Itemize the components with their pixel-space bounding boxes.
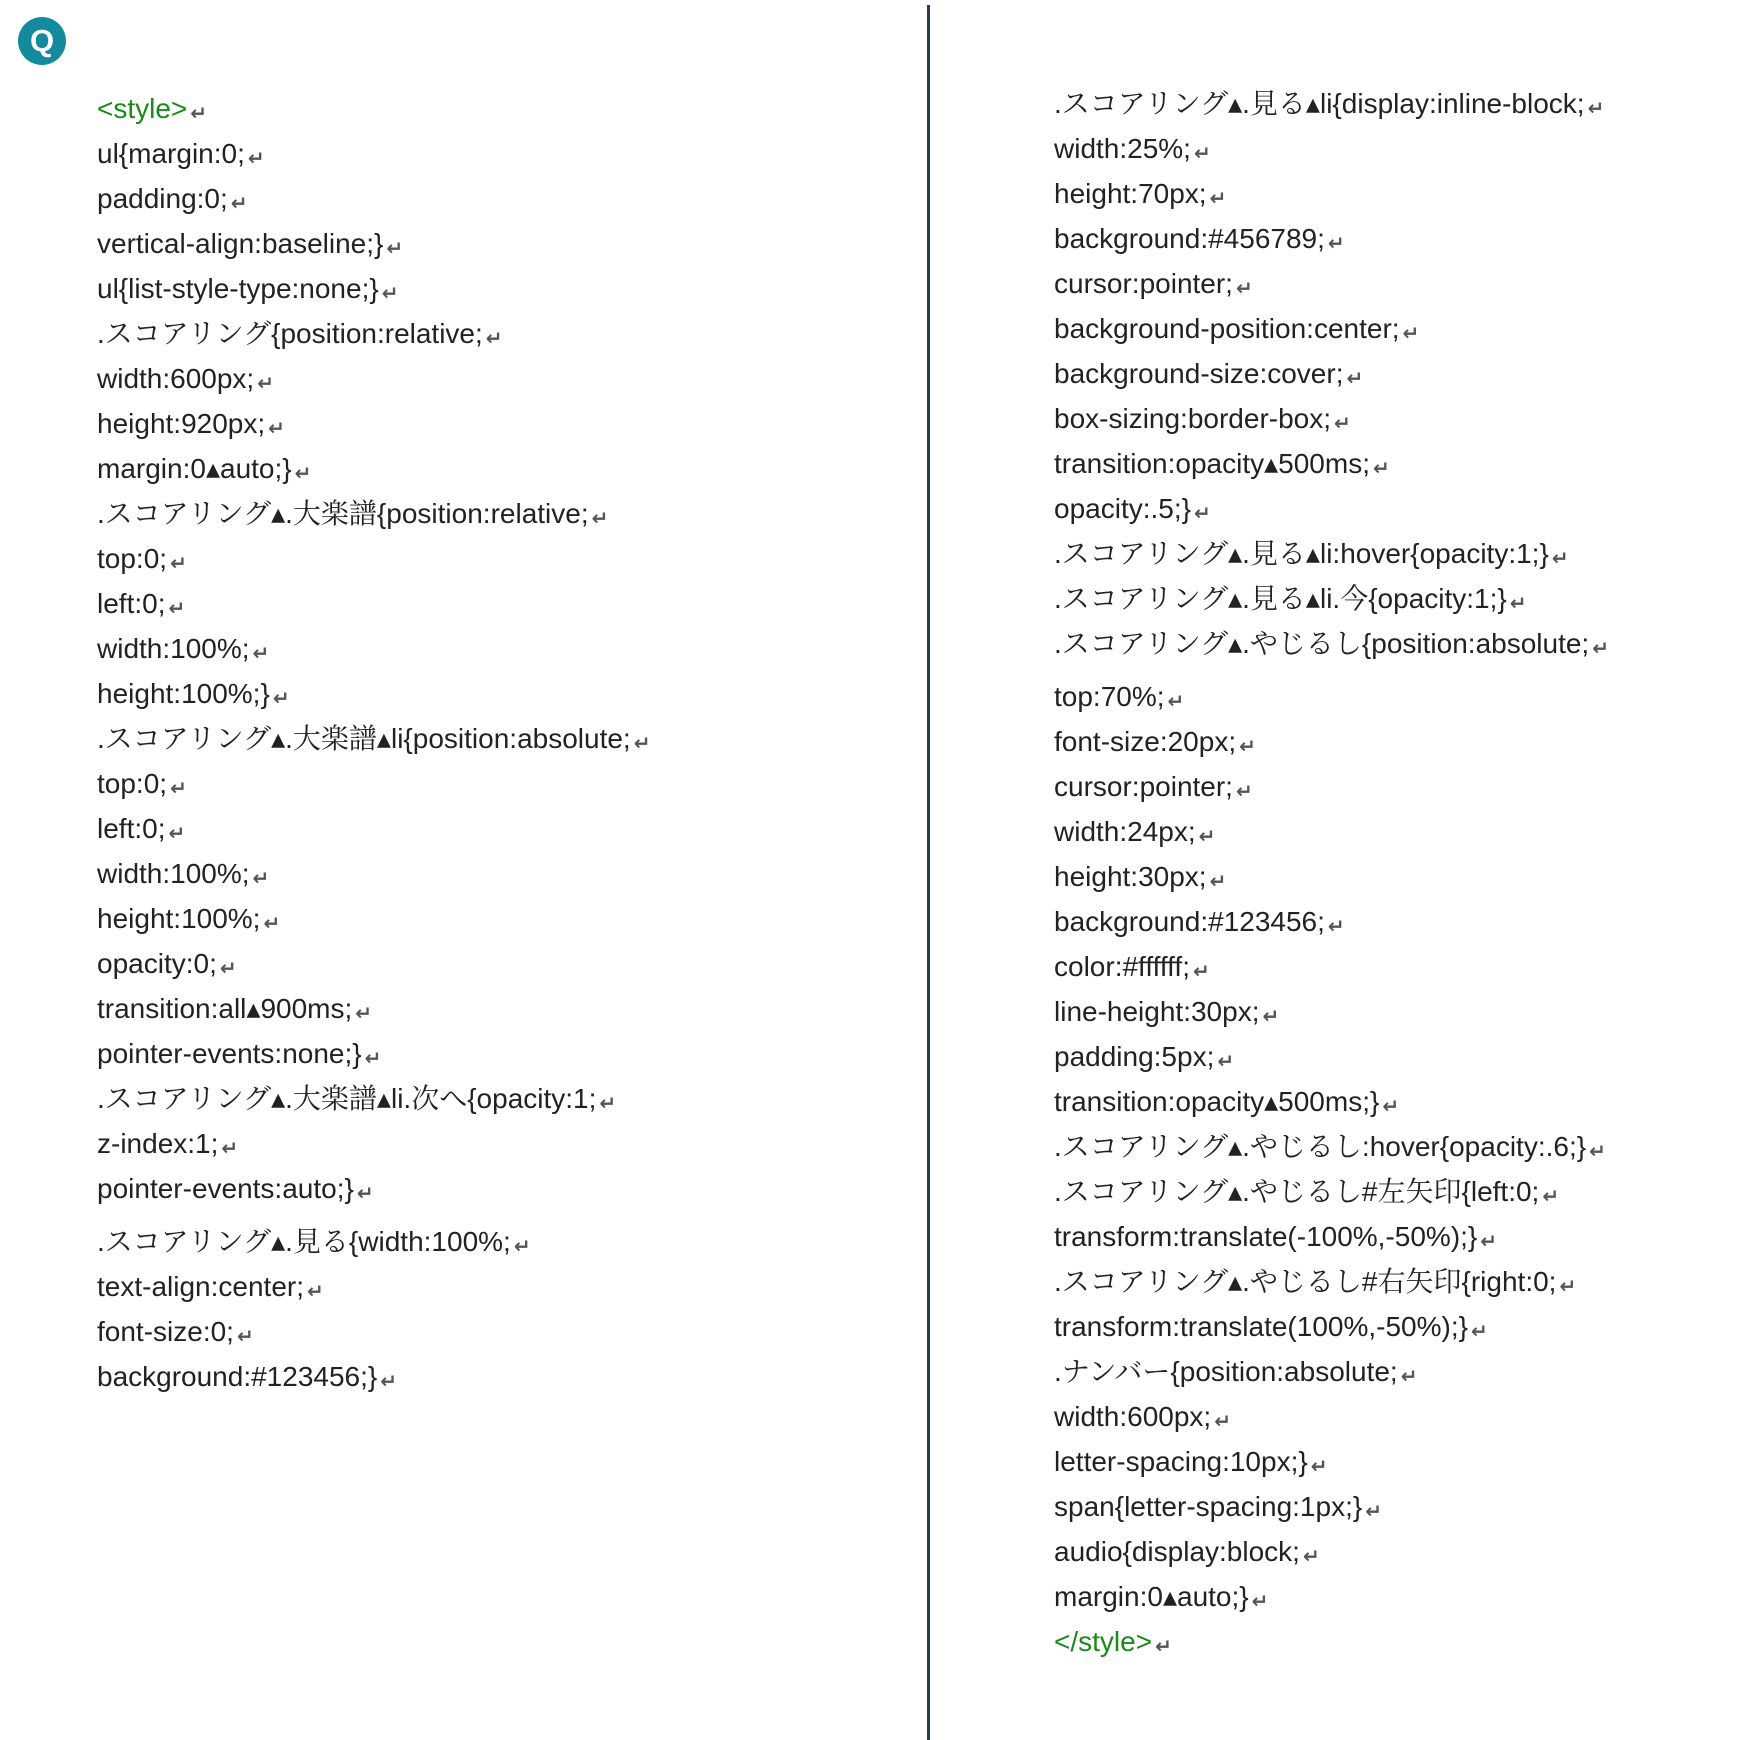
question-badge: Q xyxy=(18,17,66,65)
code-line: audio{display:block; ↵ xyxy=(1054,1529,1609,1574)
return-mark-icon: ↵ xyxy=(1251,1591,1269,1613)
code-line: left:0; ↵ xyxy=(97,806,650,851)
return-mark-icon: ↵ xyxy=(1587,98,1605,120)
code-line: width:600px; ↵ xyxy=(97,356,650,401)
return-mark-icon: ↵ xyxy=(257,373,274,395)
code-line: background-size:cover; ↵ xyxy=(1054,351,1609,396)
code-line: .スコアリング▴.やじるし#右矢印{right:0; ↵ xyxy=(1054,1259,1609,1304)
return-mark-icon: ↵ xyxy=(170,778,187,800)
return-mark-icon: ↵ xyxy=(1209,188,1227,210)
code-line: height:920px; ↵ xyxy=(97,401,650,446)
return-mark-icon: ↵ xyxy=(1198,826,1216,848)
code-line: vertical-align:baseline;} ↵ xyxy=(97,221,650,266)
code-line: cursor:pointer; ↵ xyxy=(1054,764,1609,809)
return-mark-icon: ↵ xyxy=(1217,1051,1235,1073)
code-line: pointer-events:none;} ↵ xyxy=(97,1031,650,1076)
return-mark-icon: ↵ xyxy=(364,1048,382,1070)
code-line: height:70px; ↵ xyxy=(1054,171,1609,216)
return-mark-icon: ↵ xyxy=(1262,1006,1280,1028)
code-line: .ナンバー{position:absolute; ↵ xyxy=(1054,1349,1609,1394)
code-line: top:0; ↵ xyxy=(97,536,650,581)
return-mark-icon: ↵ xyxy=(1559,1276,1577,1298)
return-mark-icon: ↵ xyxy=(272,688,290,710)
code-line: width:100%; ↵ xyxy=(97,851,650,896)
code-line: <style> ↵ xyxy=(97,86,650,131)
code-line: transition:opacity▴500ms; ↵ xyxy=(1054,441,1609,486)
code-line: </style> ↵ xyxy=(1054,1619,1609,1664)
code-line: text-align:center; ↵ xyxy=(97,1264,650,1309)
code-line: height:100%;} ↵ xyxy=(97,671,650,716)
return-mark-icon: ↵ xyxy=(1542,1186,1560,1208)
code-line: z-index:1; ↵ xyxy=(97,1121,650,1166)
return-mark-icon: ↵ xyxy=(1214,1411,1231,1433)
code-line: .スコアリング▴.やじるし{position:absolute; ↵ xyxy=(1054,621,1609,666)
return-mark-icon: ↵ xyxy=(168,823,186,845)
return-mark-icon: ↵ xyxy=(380,1371,398,1393)
code-line: pointer-events:auto;} ↵ xyxy=(97,1166,650,1211)
return-mark-icon: ↵ xyxy=(1480,1231,1498,1253)
code-line: margin:0▴auto;} ↵ xyxy=(97,446,650,491)
return-mark-icon: ↵ xyxy=(168,598,186,620)
return-mark-icon: ↵ xyxy=(252,643,270,665)
code-line: ul{list-style-type:none;} ↵ xyxy=(97,266,650,311)
code-column-left xyxy=(97,86,650,1399)
code-line: margin:0▴auto;} ↵ xyxy=(1054,1574,1609,1619)
code-line: height:30px; ↵ xyxy=(1054,854,1609,899)
return-mark-icon: ↵ xyxy=(1372,458,1390,480)
return-mark-icon: ↵ xyxy=(1327,916,1345,938)
code-line: width:600px; ↵ xyxy=(1054,1394,1609,1439)
code-line: opacity:.5;} ↵ xyxy=(1054,486,1609,531)
return-mark-icon: ↵ xyxy=(1192,961,1210,983)
return-mark-icon: ↵ xyxy=(1509,593,1527,615)
code-line: color:#ffffff; ↵ xyxy=(1054,944,1609,989)
return-mark-icon: ↵ xyxy=(252,868,270,890)
return-mark-icon: ↵ xyxy=(221,1138,239,1160)
return-mark-icon: ↵ xyxy=(1365,1501,1382,1523)
return-mark-icon: ↵ xyxy=(230,193,248,215)
code-line: .スコアリング▴.大楽譜{position:relative; ↵ xyxy=(97,491,650,536)
return-mark-icon: ↵ xyxy=(307,1281,324,1303)
code-line: top:0; ↵ xyxy=(97,761,650,806)
code-line: background-position:center; ↵ xyxy=(1054,306,1609,351)
return-mark-icon: ↵ xyxy=(170,553,187,575)
return-mark-icon: ↵ xyxy=(1193,143,1211,165)
code-line: background:#123456;} ↵ xyxy=(97,1354,650,1399)
code-line: width:24px; ↵ xyxy=(1054,809,1609,854)
return-mark-icon: ↵ xyxy=(1592,638,1609,660)
code-line: box-sizing:border-box; ↵ xyxy=(1054,396,1609,441)
return-mark-icon: ↵ xyxy=(1402,323,1420,345)
return-mark-icon: ↵ xyxy=(355,1003,373,1025)
return-mark-icon: ↵ xyxy=(263,913,281,935)
return-mark-icon: ↵ xyxy=(268,418,285,440)
return-mark-icon: ↵ xyxy=(236,1326,254,1348)
return-mark-icon: ↵ xyxy=(1400,1366,1418,1388)
code-line: letter-spacing:10px;} ↵ xyxy=(1054,1439,1609,1484)
code-line: left:0; ↵ xyxy=(97,581,650,626)
code-line: .スコアリング▴.大楽譜▴li{position:absolute; ↵ xyxy=(97,716,650,761)
column-divider xyxy=(927,5,930,1740)
return-mark-icon: ↵ xyxy=(599,1093,617,1115)
return-mark-icon: ↵ xyxy=(1235,278,1253,300)
return-mark-icon: ↵ xyxy=(1470,1321,1488,1343)
code-line: cursor:pointer; ↵ xyxy=(1054,261,1609,306)
return-mark-icon: ↵ xyxy=(1235,781,1253,803)
return-mark-icon: ↵ xyxy=(294,463,312,485)
return-mark-icon: ↵ xyxy=(1209,871,1227,893)
return-mark-icon: ↵ xyxy=(1167,691,1185,713)
code-line: span{letter-spacing:1px;} ↵ xyxy=(1054,1484,1609,1529)
return-mark-icon: ↵ xyxy=(513,1236,531,1258)
return-mark-icon: ↵ xyxy=(190,103,208,125)
return-mark-icon: ↵ xyxy=(1327,233,1345,255)
code-line: transform:translate(100%,-50%);} ↵ xyxy=(1054,1304,1609,1349)
return-mark-icon: ↵ xyxy=(356,1183,374,1205)
return-mark-icon: ↵ xyxy=(381,283,399,305)
return-mark-icon: ↵ xyxy=(1239,736,1256,758)
code-line: background:#123456; ↵ xyxy=(1054,899,1609,944)
code-line: top:70%; ↵ xyxy=(1054,674,1609,719)
code-line: transition:all▴900ms; ↵ xyxy=(97,986,650,1031)
return-mark-icon: ↵ xyxy=(485,328,503,350)
return-mark-icon: ↵ xyxy=(219,958,237,980)
return-mark-icon: ↵ xyxy=(247,148,265,170)
return-mark-icon: ↵ xyxy=(1193,503,1211,525)
return-mark-icon: ↵ xyxy=(633,733,651,755)
code-line: height:100%; ↵ xyxy=(97,896,650,941)
return-mark-icon: ↵ xyxy=(1310,1456,1328,1478)
code-line: font-size:0; ↵ xyxy=(97,1309,650,1354)
return-mark-icon: ↵ xyxy=(1346,368,1364,390)
code-line: .スコアリング▴.見る▴li:hover{opacity:1;} ↵ xyxy=(1054,531,1609,576)
return-mark-icon: ↵ xyxy=(386,238,404,260)
code-line: width:25%; ↵ xyxy=(1054,126,1609,171)
code-line: .スコアリング▴.見る▴li.今{opacity:1;} ↵ xyxy=(1054,576,1609,621)
return-mark-icon: ↵ xyxy=(1382,1096,1400,1118)
return-mark-icon: ↵ xyxy=(1589,1141,1606,1163)
code-column-right xyxy=(1054,81,1609,1664)
code-line: .スコアリング▴.大楽譜▴li.次へ{opacity:1; ↵ xyxy=(97,1076,650,1121)
return-mark-icon: ↵ xyxy=(591,508,609,530)
code-line: .スコアリング▴.やじるし:hover{opacity:.6;} ↵ xyxy=(1054,1124,1609,1169)
code-line: line-height:30px; ↵ xyxy=(1054,989,1609,1034)
code-line: .スコアリング▴.見る{width:100%; ↵ xyxy=(97,1219,650,1264)
code-line: width:100%; ↵ xyxy=(97,626,650,671)
return-mark-icon: ↵ xyxy=(1551,548,1569,570)
code-line: .スコアリング▴.見る▴li{display:inline-block; ↵ xyxy=(1054,81,1609,126)
code-line: .スコアリング{position:relative; ↵ xyxy=(97,311,650,356)
code-line: opacity:0; ↵ xyxy=(97,941,650,986)
code-line: transition:opacity▴500ms;} ↵ xyxy=(1054,1079,1609,1124)
code-line: ul{margin:0; ↵ xyxy=(97,131,650,176)
code-line: font-size:20px; ↵ xyxy=(1054,719,1609,764)
code-line: background:#456789; ↵ xyxy=(1054,216,1609,261)
return-mark-icon: ↵ xyxy=(1302,1546,1320,1568)
code-line: transform:translate(-100%,-50%);} ↵ xyxy=(1054,1214,1609,1259)
return-mark-icon: ↵ xyxy=(1155,1636,1172,1658)
return-mark-icon: ↵ xyxy=(1334,413,1351,435)
code-line: padding:5px; ↵ xyxy=(1054,1034,1609,1079)
code-line: .スコアリング▴.やじるし#左矢印{left:0; ↵ xyxy=(1054,1169,1609,1214)
code-line: padding:0; ↵ xyxy=(97,176,650,221)
